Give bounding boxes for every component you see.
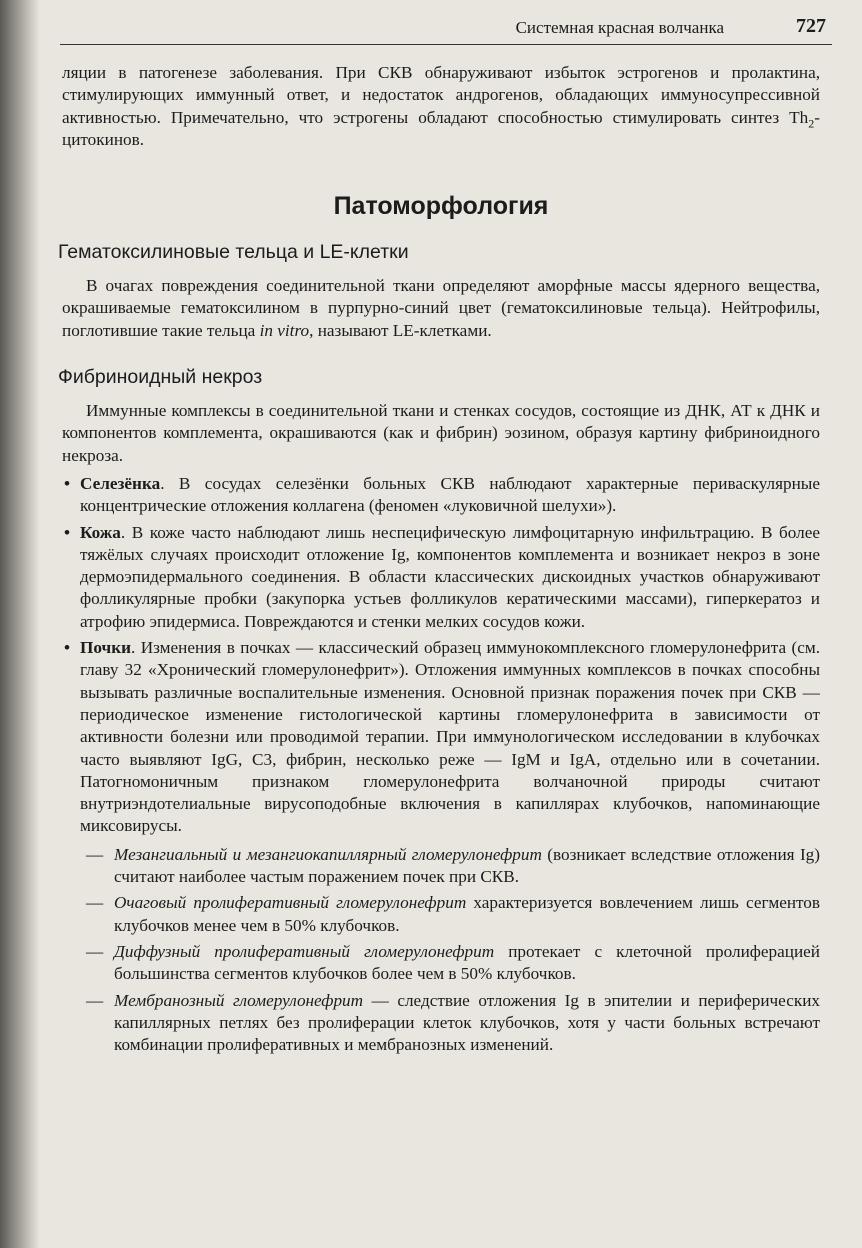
book-page <box>40 0 862 1248</box>
dash-term: Мембранозный гломерулонефрит <box>114 990 364 1010</box>
dash-item <box>80 844 820 889</box>
section-fibrinoid-paragraph: Иммунные комплексы в соединительной ткани и стенках сосудов, состоящие из ДНК, АТ к ДНК и компонентов комплемента, окрашиваются (как и фибрин) эозином, образуя картину фибриноидного некроза. <box>62 401 820 465</box>
section-heading-fibrinoid-necrosis: Фибриноидный некроз <box>58 366 263 389</box>
bullet-mark: • <box>64 473 71 493</box>
organ-bullet-list <box>62 473 820 1056</box>
bullet-text: . В сосудах селезёнки больных СКВ наблюдают характерные периваскулярные концентрические отложения коллагена (феномен «луковичной шелухи»). <box>80 473 820 516</box>
running-header <box>60 14 832 45</box>
bullet-text: . В коже часто наблюдают лишь неспецифическую лимфоцитарную инфильтрацию. В более тяжёлых случаях происходит отложение Ig, компонентов комплемента и возникает некроз в зоне дермоэпидермального соединения. В области классических дискоидных участков обнаруживают фолликулярные пробки (закупорка устьев фолликулов кератическими массами), гиперкератоз и атрофию эпидермиса. Повреждаются и стенки мелких сосудов кожи. <box>80 522 820 631</box>
bullet-text: . Изменения в почках — классический образец иммунокомплексного гломерулонефрита (см. главу 32 «Хронический гломерулонефрит»). Отложения иммунных комплексов в почках способны вызывать различные воспалительные изменения. Основной признак поражения почек при СКВ — периодическое изменение гистологической картины гломерулонефрита в зависимости от активности болезни или проводимой терапии. При иммунологическом исследовании в клубочках часто выявляют IgG, C3, фибрин, несколько реже — IgM и IgA, отдельно или в сочетании. Патогномоничным признаком гломерулонефрита волчаночной природы считают внутриэндотелиальные вирусоподобные включения в капиллярах клубочков, напоминающие миксовирусы. <box>80 638 820 836</box>
dash-term: Диффузный пролиферативный гломерулонефрит <box>114 941 495 961</box>
dash-mark: — <box>86 844 104 864</box>
dash-term: Мезангиальный и мезангиокапиллярный гломерулонефрит <box>114 844 542 864</box>
dash-mark: — <box>86 893 104 913</box>
bullet-item-kidneys <box>62 637 820 1056</box>
dash-mark: — <box>86 941 104 961</box>
section-le-cells-paragraph: В очагах повреждения соединительной ткани определяют аморфные массы ядерного вещества, окрашиваемые гематоксилином в пурпурно-синий цвет (гематоксилиновые тельца). Нейтрофилы, поглотившие такие тельца in vitro, называют LE-клетками. <box>62 276 820 340</box>
bullet-term: Селезёнка <box>80 473 161 493</box>
dash-term: Очаговый пролиферативный гломерулонефрит <box>114 893 467 913</box>
dash-item <box>80 990 820 1057</box>
dash-text: протекает с клеточной пролиферацией большинства сегментов клубочков более чем в 50% клубочков. <box>114 941 821 984</box>
section-heading-le-cells: Гематоксилиновые тельца и LE-клетки <box>58 241 409 264</box>
glomerulonephritis-types-list <box>80 844 820 1057</box>
page-number: 727 <box>796 15 826 37</box>
dash-text: — следствие отложения Ig в эпителии и периферических капиллярных петлях без пролиферации клеток клубочков, хотя у части больных встречают комбинации пролиферативных и мембранозных изменений. <box>114 990 820 1055</box>
running-title: Системная красная волчанка <box>515 18 724 37</box>
dash-mark: — <box>86 990 104 1010</box>
bullet-mark: • <box>64 522 71 542</box>
bullet-mark: • <box>64 638 71 658</box>
bullet-term: Кожа <box>80 522 121 542</box>
book-spine-shadow <box>0 0 40 1248</box>
main-heading: Патоморфология <box>333 192 549 221</box>
dash-text: (возникает вследствие отложения Ig) считают наиболее частым поражением почек при СКВ. <box>114 844 821 887</box>
subscript: 2 <box>808 116 815 131</box>
dash-text: характеризуется вовлечением лишь сегментов клубочков менее чем в 50% клубочков. <box>114 893 821 935</box>
bullet-term: Почки <box>80 638 132 658</box>
bullet-item-spleen <box>62 473 820 518</box>
italic-term: in vitro <box>259 320 310 340</box>
dash-item <box>80 892 820 937</box>
bullet-item-skin <box>62 522 820 633</box>
dash-item <box>80 941 820 986</box>
intro-paragraph: ляции в патогенезе заболевания. При СКВ обнаруживают избыток эстрогенов и пролактина, стимулирующих иммунный ответ, и недостаток андрогенов, обладающих иммуносупрессивной активностью. Примечательно, что эстрогены обладают способностью стимулировать синтез $Th_2$-цитокинов. <box>62 63 820 149</box>
page-content <box>58 62 821 1060</box>
